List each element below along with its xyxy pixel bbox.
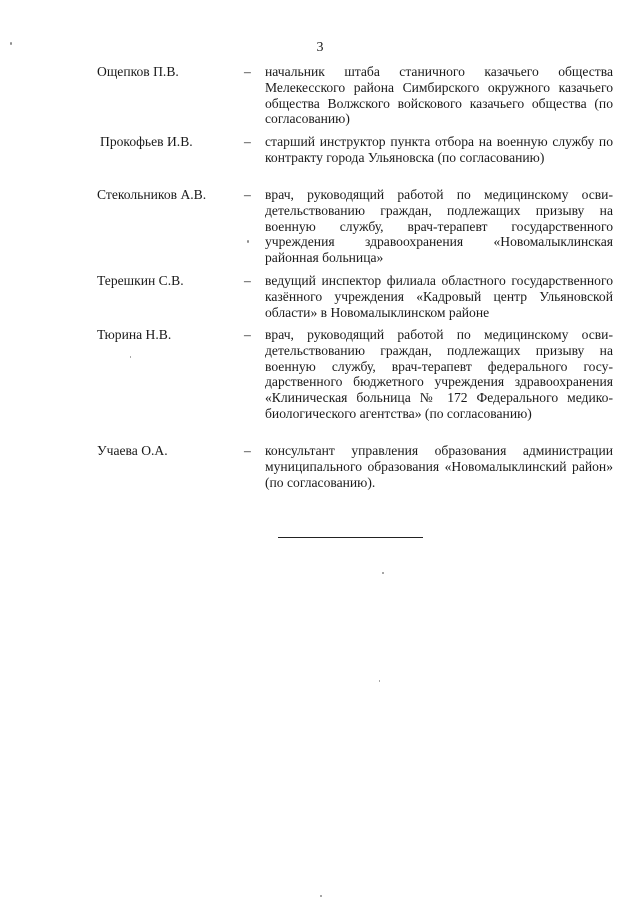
person-name: Прокофьев И.В. xyxy=(100,134,193,149)
person-name: Учаева О.А. xyxy=(97,443,168,458)
scan-speck xyxy=(320,895,322,897)
position-description: ведущий инспектор филиала областного государственного казённого учреждения «Кадровый центр Ульяновской области» в Новомалыклинском районе xyxy=(265,273,613,320)
position-description: врач, руководящий работой по медицинскому освидетельствованию граждан, подлежащих призыву на военную службу, врач-терапевт федерального государственного бюджетного учреждения здравоохранения «Клиническая больница № 172 Федерального медико-биологического агентства» (по согласованию) xyxy=(265,327,613,421)
scan-speck xyxy=(379,680,380,682)
scan-speck xyxy=(10,42,12,45)
scan-speck xyxy=(382,572,384,574)
position-description: старший инструктор пункта отбора на военную службу по контракту города Ульяновска (по согласованию) xyxy=(265,134,613,165)
person-name: Ощепков П.В. xyxy=(97,64,179,79)
person-name: Стекольников А.В. xyxy=(97,187,207,202)
dash: – xyxy=(244,443,251,458)
person-name: Тюрина Н.В. xyxy=(97,327,172,342)
dash: – xyxy=(244,273,251,288)
dash: – xyxy=(244,327,251,342)
page-number: 3 xyxy=(316,40,324,55)
closing-separator-line xyxy=(278,537,423,538)
scan-speck xyxy=(130,356,131,358)
dash: – xyxy=(244,134,251,149)
scan-speck xyxy=(247,240,249,243)
position-description: врач, руководящий работой по медицинскому освидетельствованию граждан, подлежащих призыву на военную службу, врач-терапевт государственного учреждения здравоохранения «Новомалыклинская районная больница» xyxy=(265,187,613,266)
dash: – xyxy=(244,64,251,79)
person-name: Терешкин С.В. xyxy=(97,273,184,288)
position-description: консультант управления образования администрации муниципального образования «Новомалыклинский район» (по согласованию). xyxy=(265,443,613,490)
dash: – xyxy=(244,187,251,202)
position-description: начальник штаба станичного казачьего общества Мелекесского района Симбирского окружного казачьего общества Волжского войскового казачьего общества (по согласованию) xyxy=(265,64,613,127)
